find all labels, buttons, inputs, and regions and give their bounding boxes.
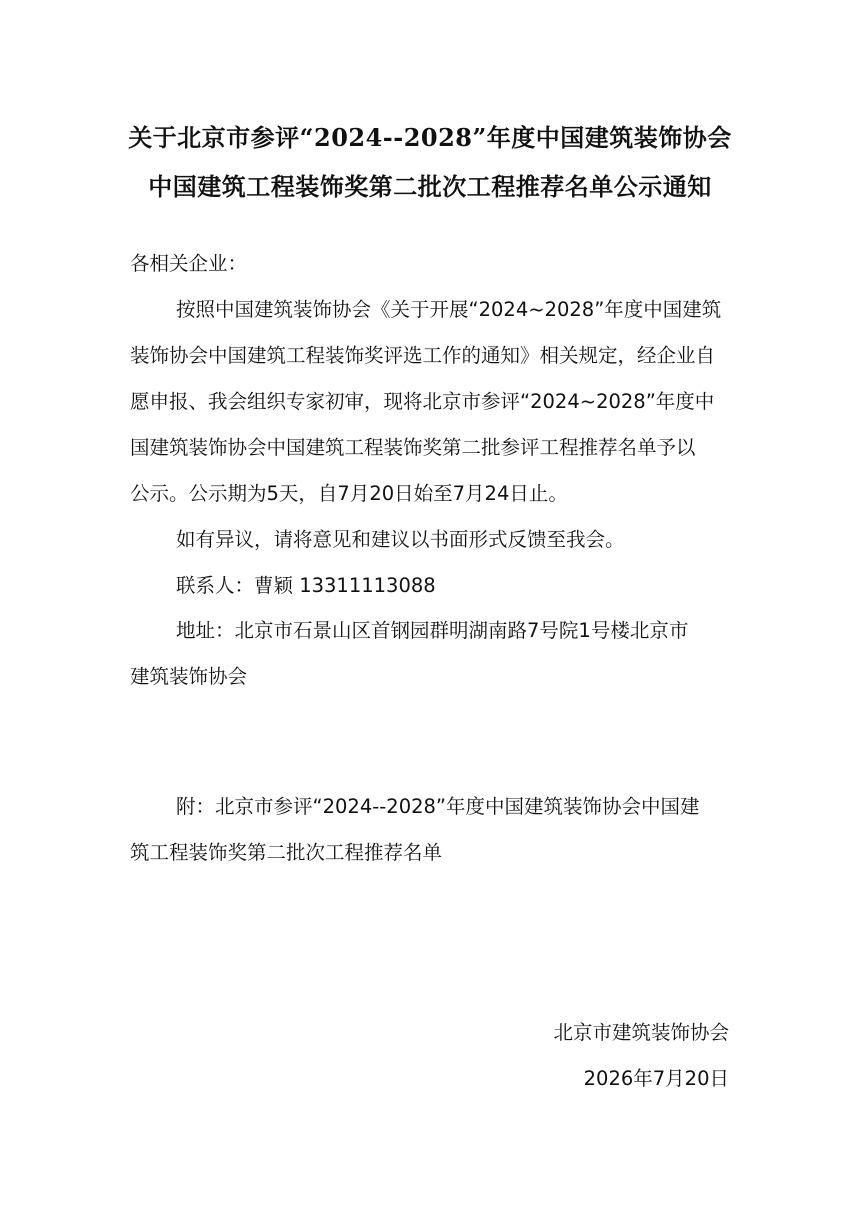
paragraph-line: 装饰协会中国建筑工程装饰奖评选工作的通知》相关规定，经企业自	[130, 344, 716, 367]
main-paragraph	[130, 287, 730, 517]
attachment-block	[130, 784, 730, 876]
attachment-line: 筑工程装饰奖第二批次工程推荐名单	[130, 841, 443, 864]
address-line: 建筑装饰协会	[130, 665, 248, 688]
signature-date: 2026年7月20日	[583, 1067, 729, 1090]
document-title-line-2: 中国建筑工程装饰奖第二批次工程推荐名单公示通知	[148, 172, 712, 201]
paragraph-line: 愿申报、我会组织专家初审，现将北京市参评“2024~2028”年度中	[130, 390, 715, 413]
paragraph-line: 国建筑装饰协会中国建筑工程装饰奖第二批参评工程推荐名单予以	[130, 436, 696, 459]
objection-note: 如有异议，请将意见和建议以书面形式反馈至我会。	[176, 528, 625, 551]
address-block	[130, 608, 730, 700]
address-line: 地址：北京市石景山区首钢园群明湖南路7号院1号楼北京市	[176, 619, 689, 642]
attachment-line: 附：北京市参评“2024--2028”年度中国建筑装饰协会中国建	[176, 795, 700, 818]
paragraph-line: 公示。公示期为5天，自7月20日始至7月24日止。	[130, 482, 568, 505]
paragraph-line: 按照中国建筑装饰协会《关于开展“2024~2028”年度中国建筑	[176, 298, 722, 321]
salutation: 各相关企业：	[130, 252, 248, 275]
document-title-line-1: 关于北京市参评“2024--2028”年度中国建筑装饰协会	[128, 123, 732, 152]
signature-organization: 北京市建筑装饰协会	[553, 1021, 729, 1044]
contact-line: 联系人：曹颖 13311113088	[176, 574, 436, 597]
